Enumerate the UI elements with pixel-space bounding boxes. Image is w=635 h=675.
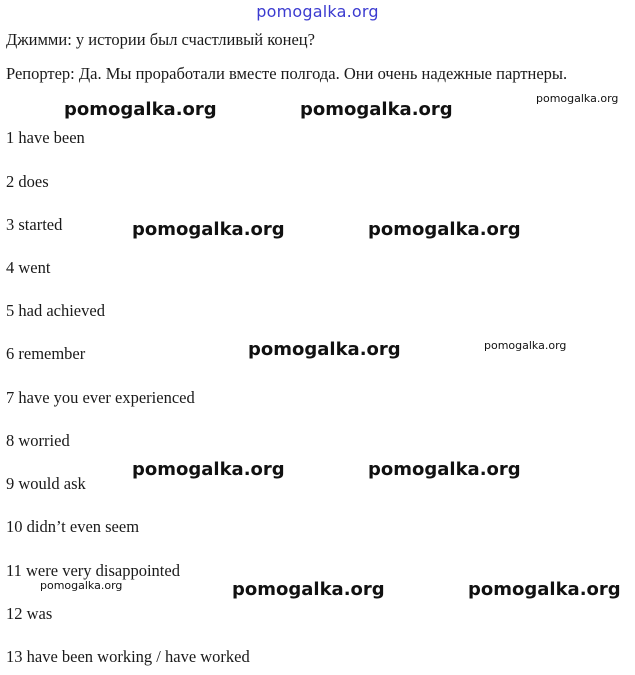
- watermark-text: pomogalka.org: [248, 339, 401, 360]
- watermark-text: pomogalka.org: [132, 219, 285, 240]
- watermark-text: pomogalka.org: [132, 459, 285, 480]
- watermark-text: pomogalka.org: [468, 579, 621, 600]
- answer-item: 2 does: [6, 172, 49, 191]
- watermark-text: pomogalka.org: [368, 219, 521, 240]
- watermark-text: pomogalka.org: [232, 579, 385, 600]
- answer-item: 3 started: [6, 215, 63, 234]
- watermark-small-text: pomogalka.org: [484, 339, 567, 352]
- watermark-text: pomogalka.org: [368, 459, 521, 480]
- answer-item: 1 have been: [6, 128, 85, 147]
- header-watermark: pomogalka.org: [256, 2, 379, 21]
- watermark-small-text: pomogalka.org: [40, 579, 123, 592]
- answer-item: 11 were very disappointed: [6, 561, 180, 580]
- answer-item: 12 was: [6, 604, 53, 623]
- answer-item: 13 have been working / have worked: [6, 647, 250, 666]
- watermark-text: pomogalka.org: [64, 99, 217, 120]
- answer-item: 6 remember: [6, 344, 86, 363]
- answer-item: 5 had achieved: [6, 301, 105, 320]
- watermark-text: pomogalka.org: [300, 99, 453, 120]
- dialogue-question: Джимми: у истории был счастливый конец?: [6, 30, 315, 49]
- watermark-small-text: pomogalka.org: [536, 92, 619, 105]
- answer-item: 8 worried: [6, 431, 70, 450]
- dialogue-reporter: Репортер: Да. Мы проработали вместе полгода. Они очень надежные партнеры.: [6, 64, 568, 83]
- answer-item: 9 would ask: [6, 474, 86, 493]
- answer-item: 4 went: [6, 258, 51, 277]
- answer-item: 7 have you ever experienced: [6, 388, 195, 407]
- answer-item: 10 didn’t even seem: [6, 517, 140, 536]
